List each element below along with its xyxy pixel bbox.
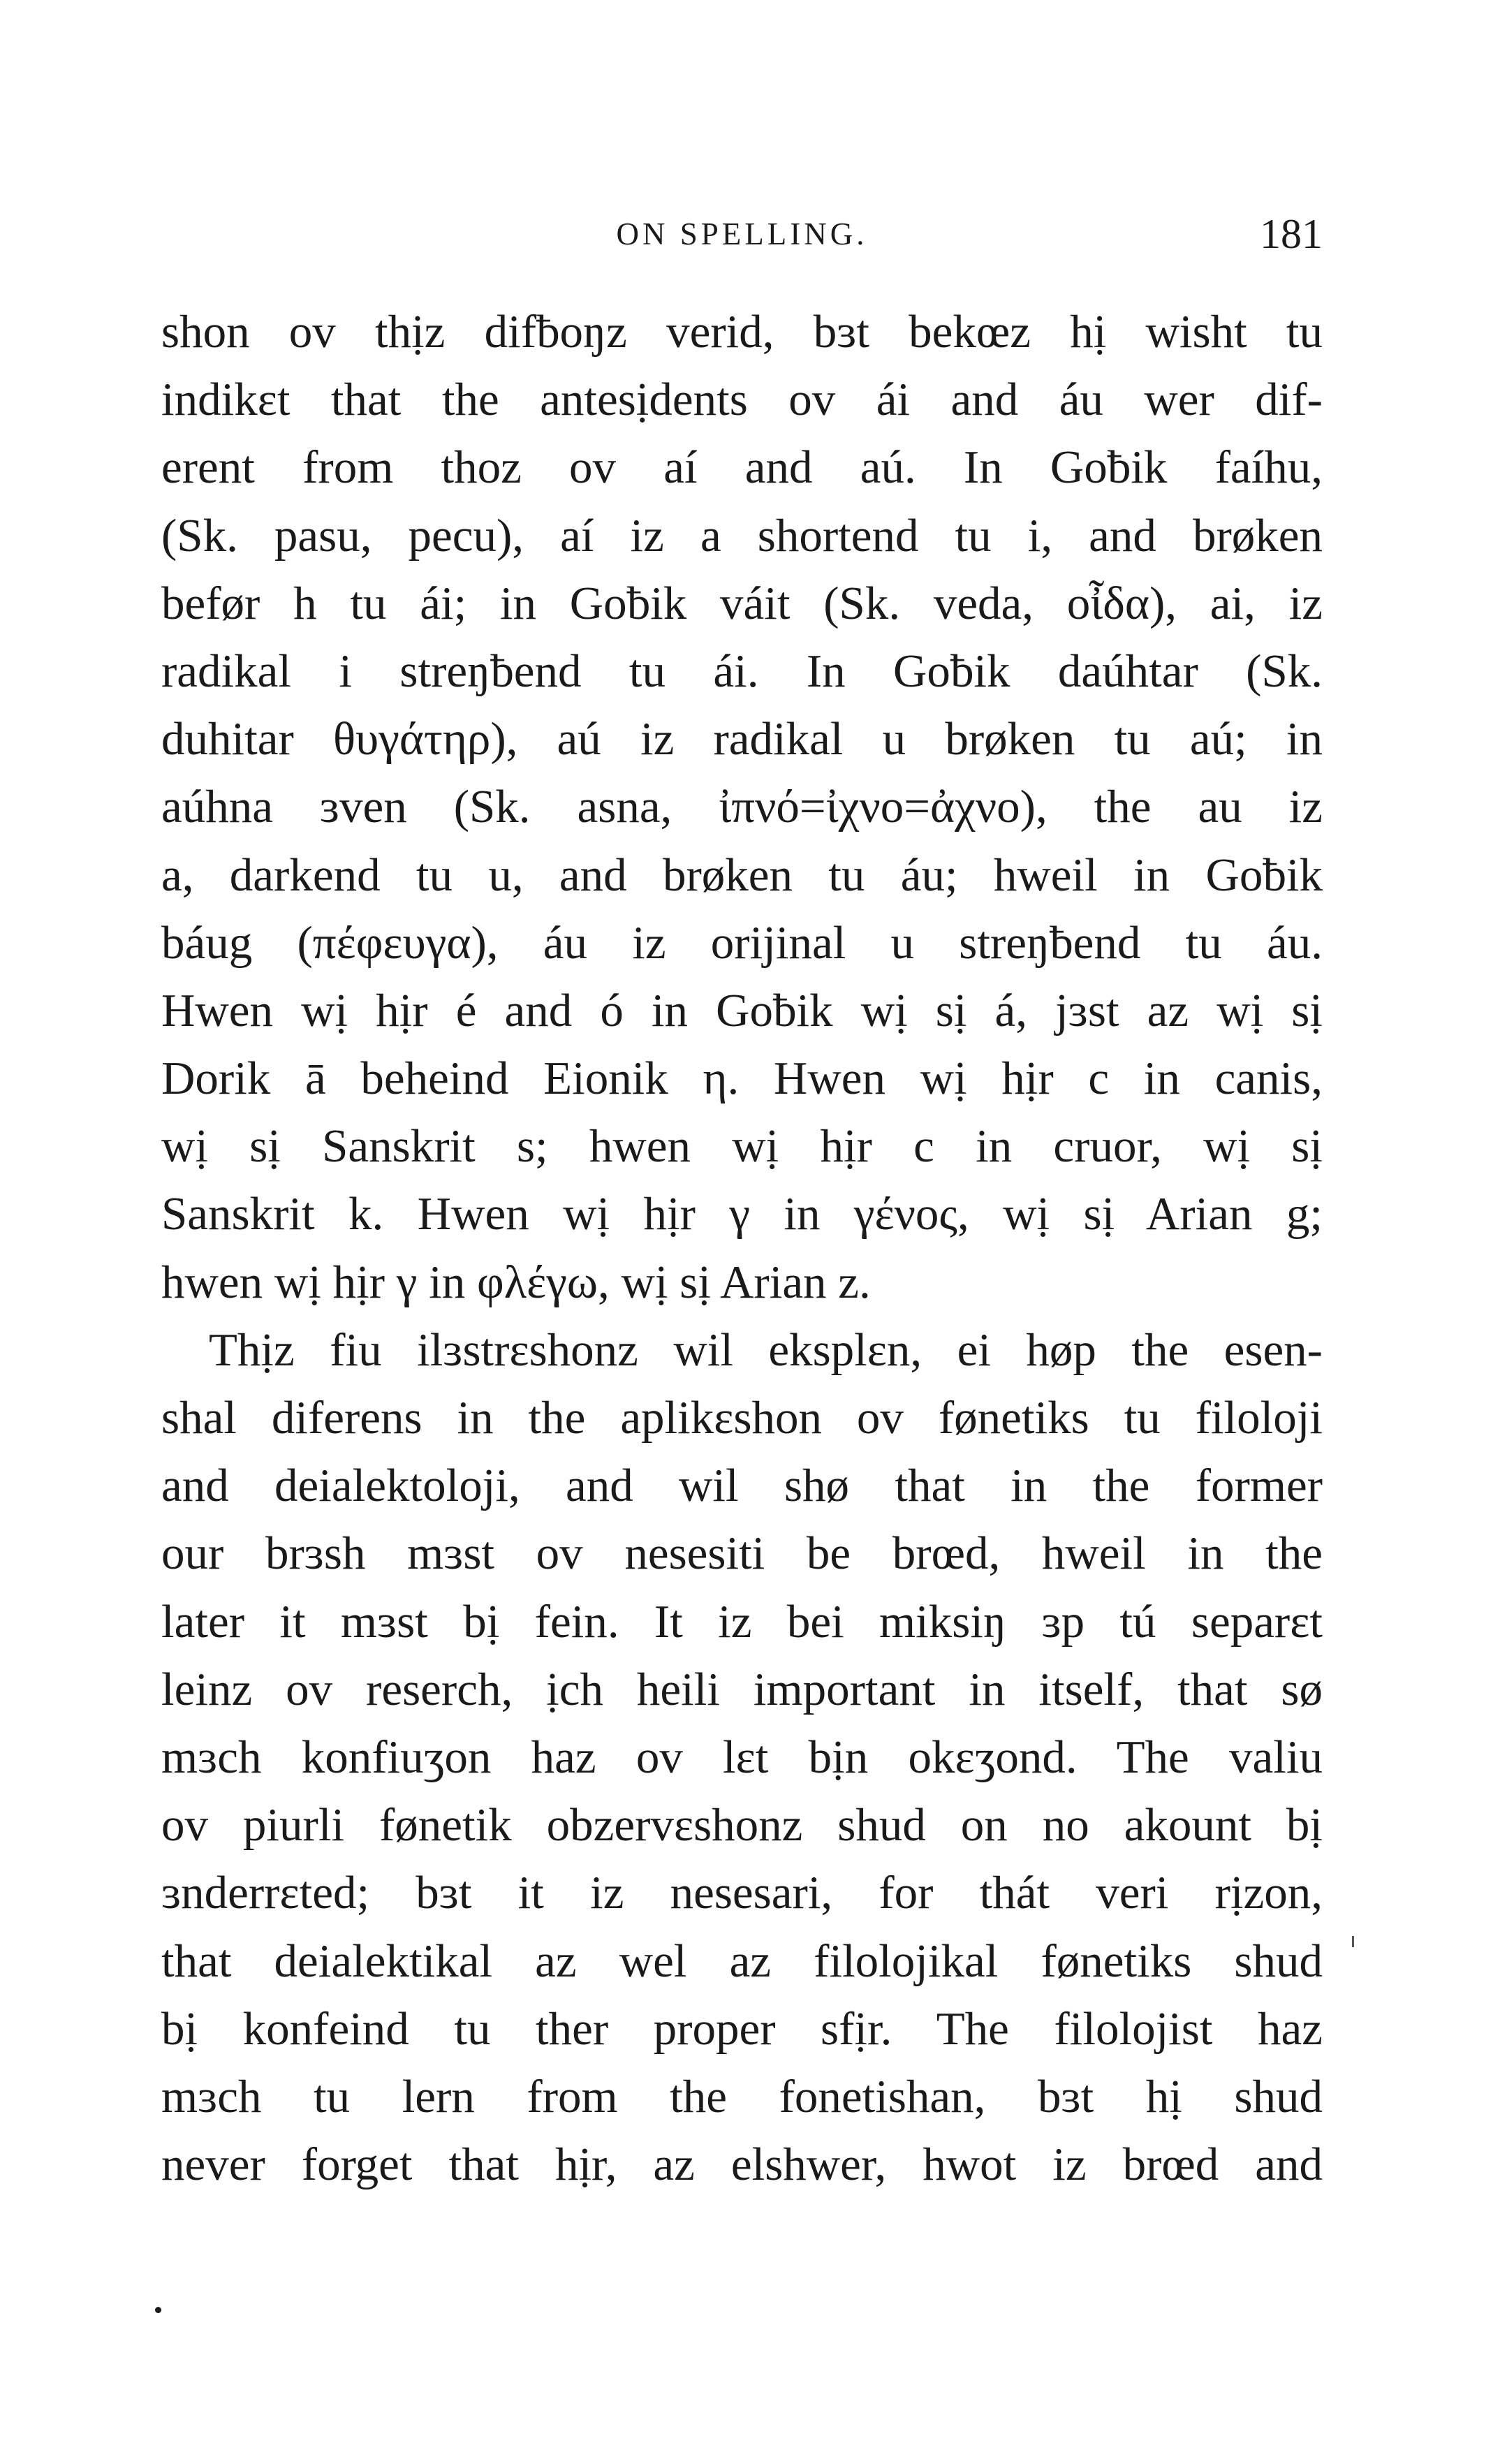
text-line-paragraph-start: Thịz fiu ilɜstrɛshonz wil eksplɛn, ei høp the esen- [209, 1323, 1323, 1376]
text-line: (Sk. pasu, pecu), aí iz a shortend tu i, and brøken [161, 509, 1323, 562]
text-line: radikal i streŋƀend tu ái. In Goƀik daúhtar (Sk. [161, 645, 1323, 697]
text-line: that deialektikal az wel az filolojikal fønetiks shud [161, 1935, 1323, 1987]
text-line: never forget that hịr, az elshwer, hwot iz brœd and [161, 2139, 1323, 2191]
text-line: befør h tu ái; in Goƀik váit (Sk. veda, οἶδα), ai, iz [161, 577, 1323, 629]
text-line: ov piurli fønetik obzervɛshonz shud on no akount bị [161, 1799, 1323, 1851]
text-line-paragraph-end: hwen wị hịr γ in φλέγω, wị sị Arian z. [161, 1256, 871, 1308]
text-line: mɜch konfiuʒon haz ov lɛt bịn okɛʒond. The valiu [161, 1731, 1323, 1783]
text-line: wị sị Sanskrit s; hwen wị hịr c in cruor, wị sị [161, 1120, 1323, 1173]
text-line: Dorik ā beheind Eionik η. Hwen wị hịr c in canis, [161, 1053, 1323, 1105]
text-line: later it mɜst bị fein. It iz bei miksiŋ ɜp tú separɛt [161, 1595, 1323, 1648]
print-speck [155, 2307, 161, 2313]
text-line: indikɛt that the antesịdents ov ái and áu wer dif- [161, 374, 1323, 426]
body-text [161, 298, 1323, 2199]
text-line: and deialektoloji, and wil shø that in the former [161, 1460, 1323, 1512]
text-line: Sanskrit k. Hwen wị hịr γ in γένος, wị sị Arian g; [161, 1188, 1323, 1240]
text-line: báug (πέφευγα), áu iz orijinal u streŋƀend tu áu. [161, 916, 1323, 969]
text-line: mɜch tu lern from the fonetishan, bɜt hị shud [161, 2070, 1323, 2122]
print-speck [1352, 1936, 1354, 1947]
text-line: aúhna ɜven (Sk. asna, ἰπνό=ἰχνο=ἀχνο), the au iz [161, 781, 1323, 833]
running-head [161, 210, 1323, 258]
text-line: Hwen wị hịr é and ó in Goƀik wị sị á, jɜst az wị sị [161, 984, 1323, 1036]
text-line: erent from thoz ov aí and aú. In Goƀik faíhu, [161, 441, 1323, 494]
text-line: duhitar θυγάτηρ), aú iz radikal u brøken tu aú; in [161, 713, 1323, 765]
text-line: shon ov thịz difƀoŋz verid, bɜt bekœz hị wisht tu [161, 306, 1323, 358]
running-title: ON SPELLING. [616, 217, 868, 251]
text-line: a, darkend tu u, and brøken tu áu; hweil in Goƀik [161, 849, 1323, 901]
text-line: shal diferens in the aplikɛshon ov fønetiks tu filoloji [161, 1392, 1323, 1444]
text-line: our brɜsh mɜst ov nesesiti be brœd, hweil in the [161, 1527, 1323, 1580]
text-line: bị konfeind tu ther proper sfịr. The filolojist haz [161, 2002, 1323, 2055]
page-number: 181 [1260, 211, 1323, 257]
text-line: ɜnderrɛted; bɜt it iz nesesari, for thát veri rịzon, [161, 1867, 1323, 1919]
text-line: leinz ov reserch, ịch heili important in itself, that sø [161, 1663, 1323, 1715]
